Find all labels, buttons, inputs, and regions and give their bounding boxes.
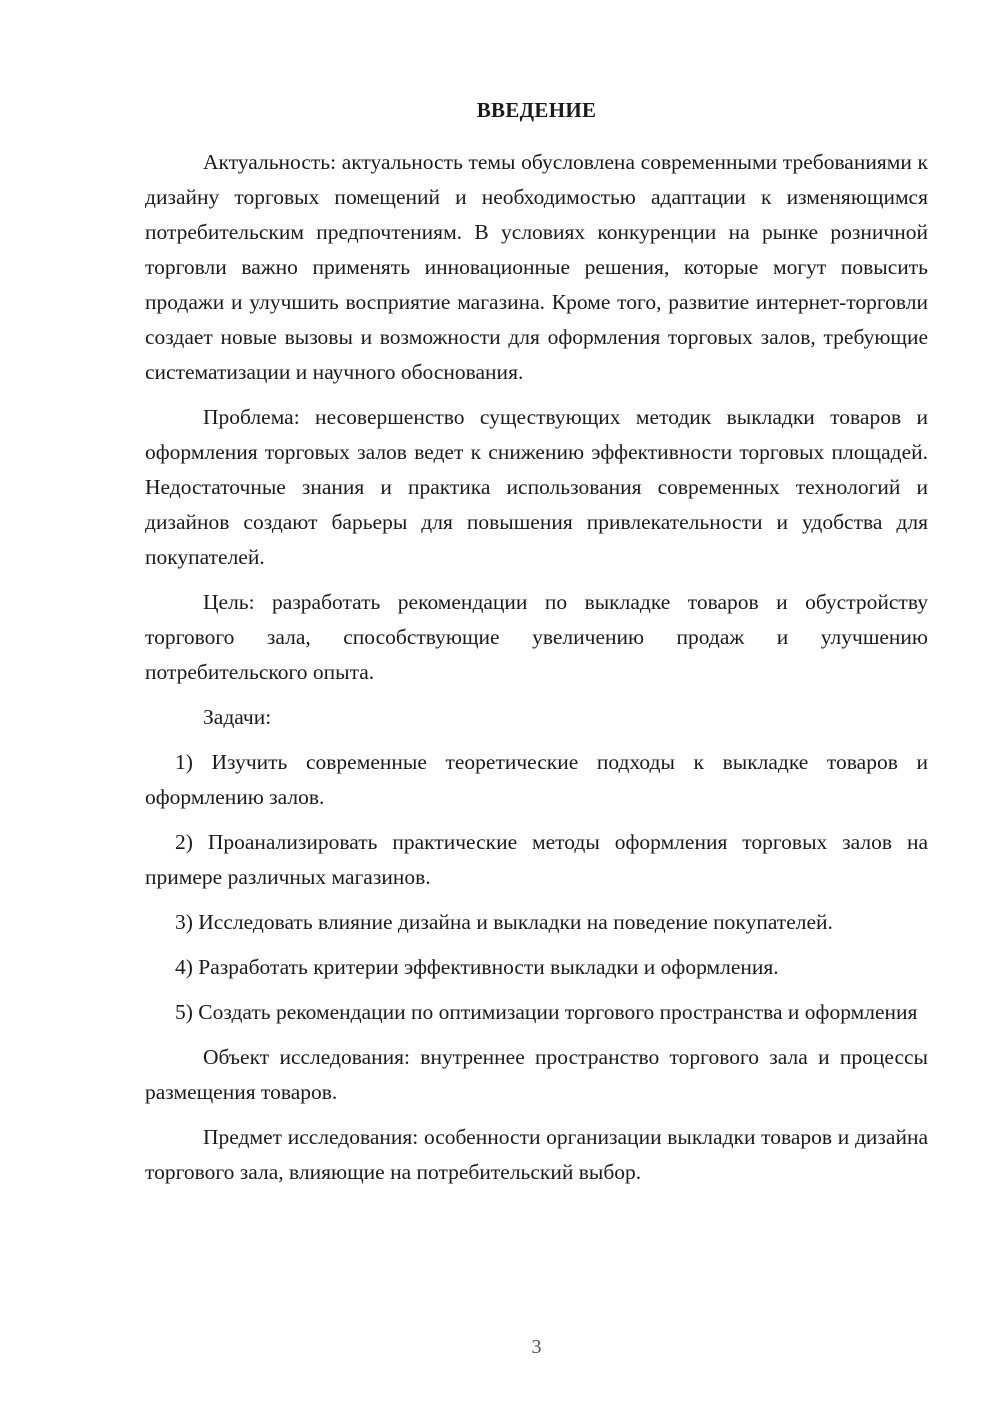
page-number: 3 <box>531 1336 542 1358</box>
section-title: ВВЕДЕНИЕ <box>476 98 597 122</box>
paragraph-problem: Проблема: несовершенство существующих методик выкладки товаров и оформления торговых залов ведет к снижению эффективности торговых площадей. Недостаточные знания и практика использования современных технологий и дизайнов создают барьеры для повышения привлекательности и удобства для покупателей. <box>145 405 928 569</box>
task-item-5: 5) Создать рекомендации по оптимизации торгового пространства и оформления <box>175 1000 918 1024</box>
paragraph-relevance: Актуальность: актуальность темы обусловлена современными требованиями к дизайну торговых помещений и необходимостью адаптации к изменяющимся потребительским предпочтениям. В условиях конкуренции на рынке розничной торговли важно применять инновационные решения, которые могут повысить продажи и улучшить восприятие магазина. Кроме того, развитие интернет-торговли создает новые вызовы и возможности для оформления торговых залов, требующие систематизации и научного обоснования. <box>145 150 928 384</box>
task-item-2: 2) Проанализировать практические методы оформления торговых залов на примере различных магазинов. <box>145 830 928 889</box>
task-item-4: 4) Разработать критерии эффективности выкладки и оформления. <box>175 955 779 979</box>
paragraph-subject: Предмет исследования: особенности организации выкладки товаров и дизайна торгового зала, влияющие на потребительский выбор. <box>145 1125 928 1184</box>
task-item-3: 3) Исследовать влияние дизайна и выкладки на поведение покупателей. <box>175 910 833 934</box>
body-text <box>145 145 928 1190</box>
paragraph-object: Объект исследования: внутреннее пространство торгового зала и процессы размещения товаров. <box>145 1045 928 1104</box>
tasks-heading: Задачи: <box>203 705 272 729</box>
paragraph-goal: Цель: разработать рекомендации по выкладке товаров и обустройству торгового зала, способствующие увеличению продаж и улучшению потребительского опыта. <box>145 590 928 684</box>
task-item-1: 1) Изучить современные теоретические подходы к выкладке товаров и оформлению залов. <box>145 750 928 809</box>
